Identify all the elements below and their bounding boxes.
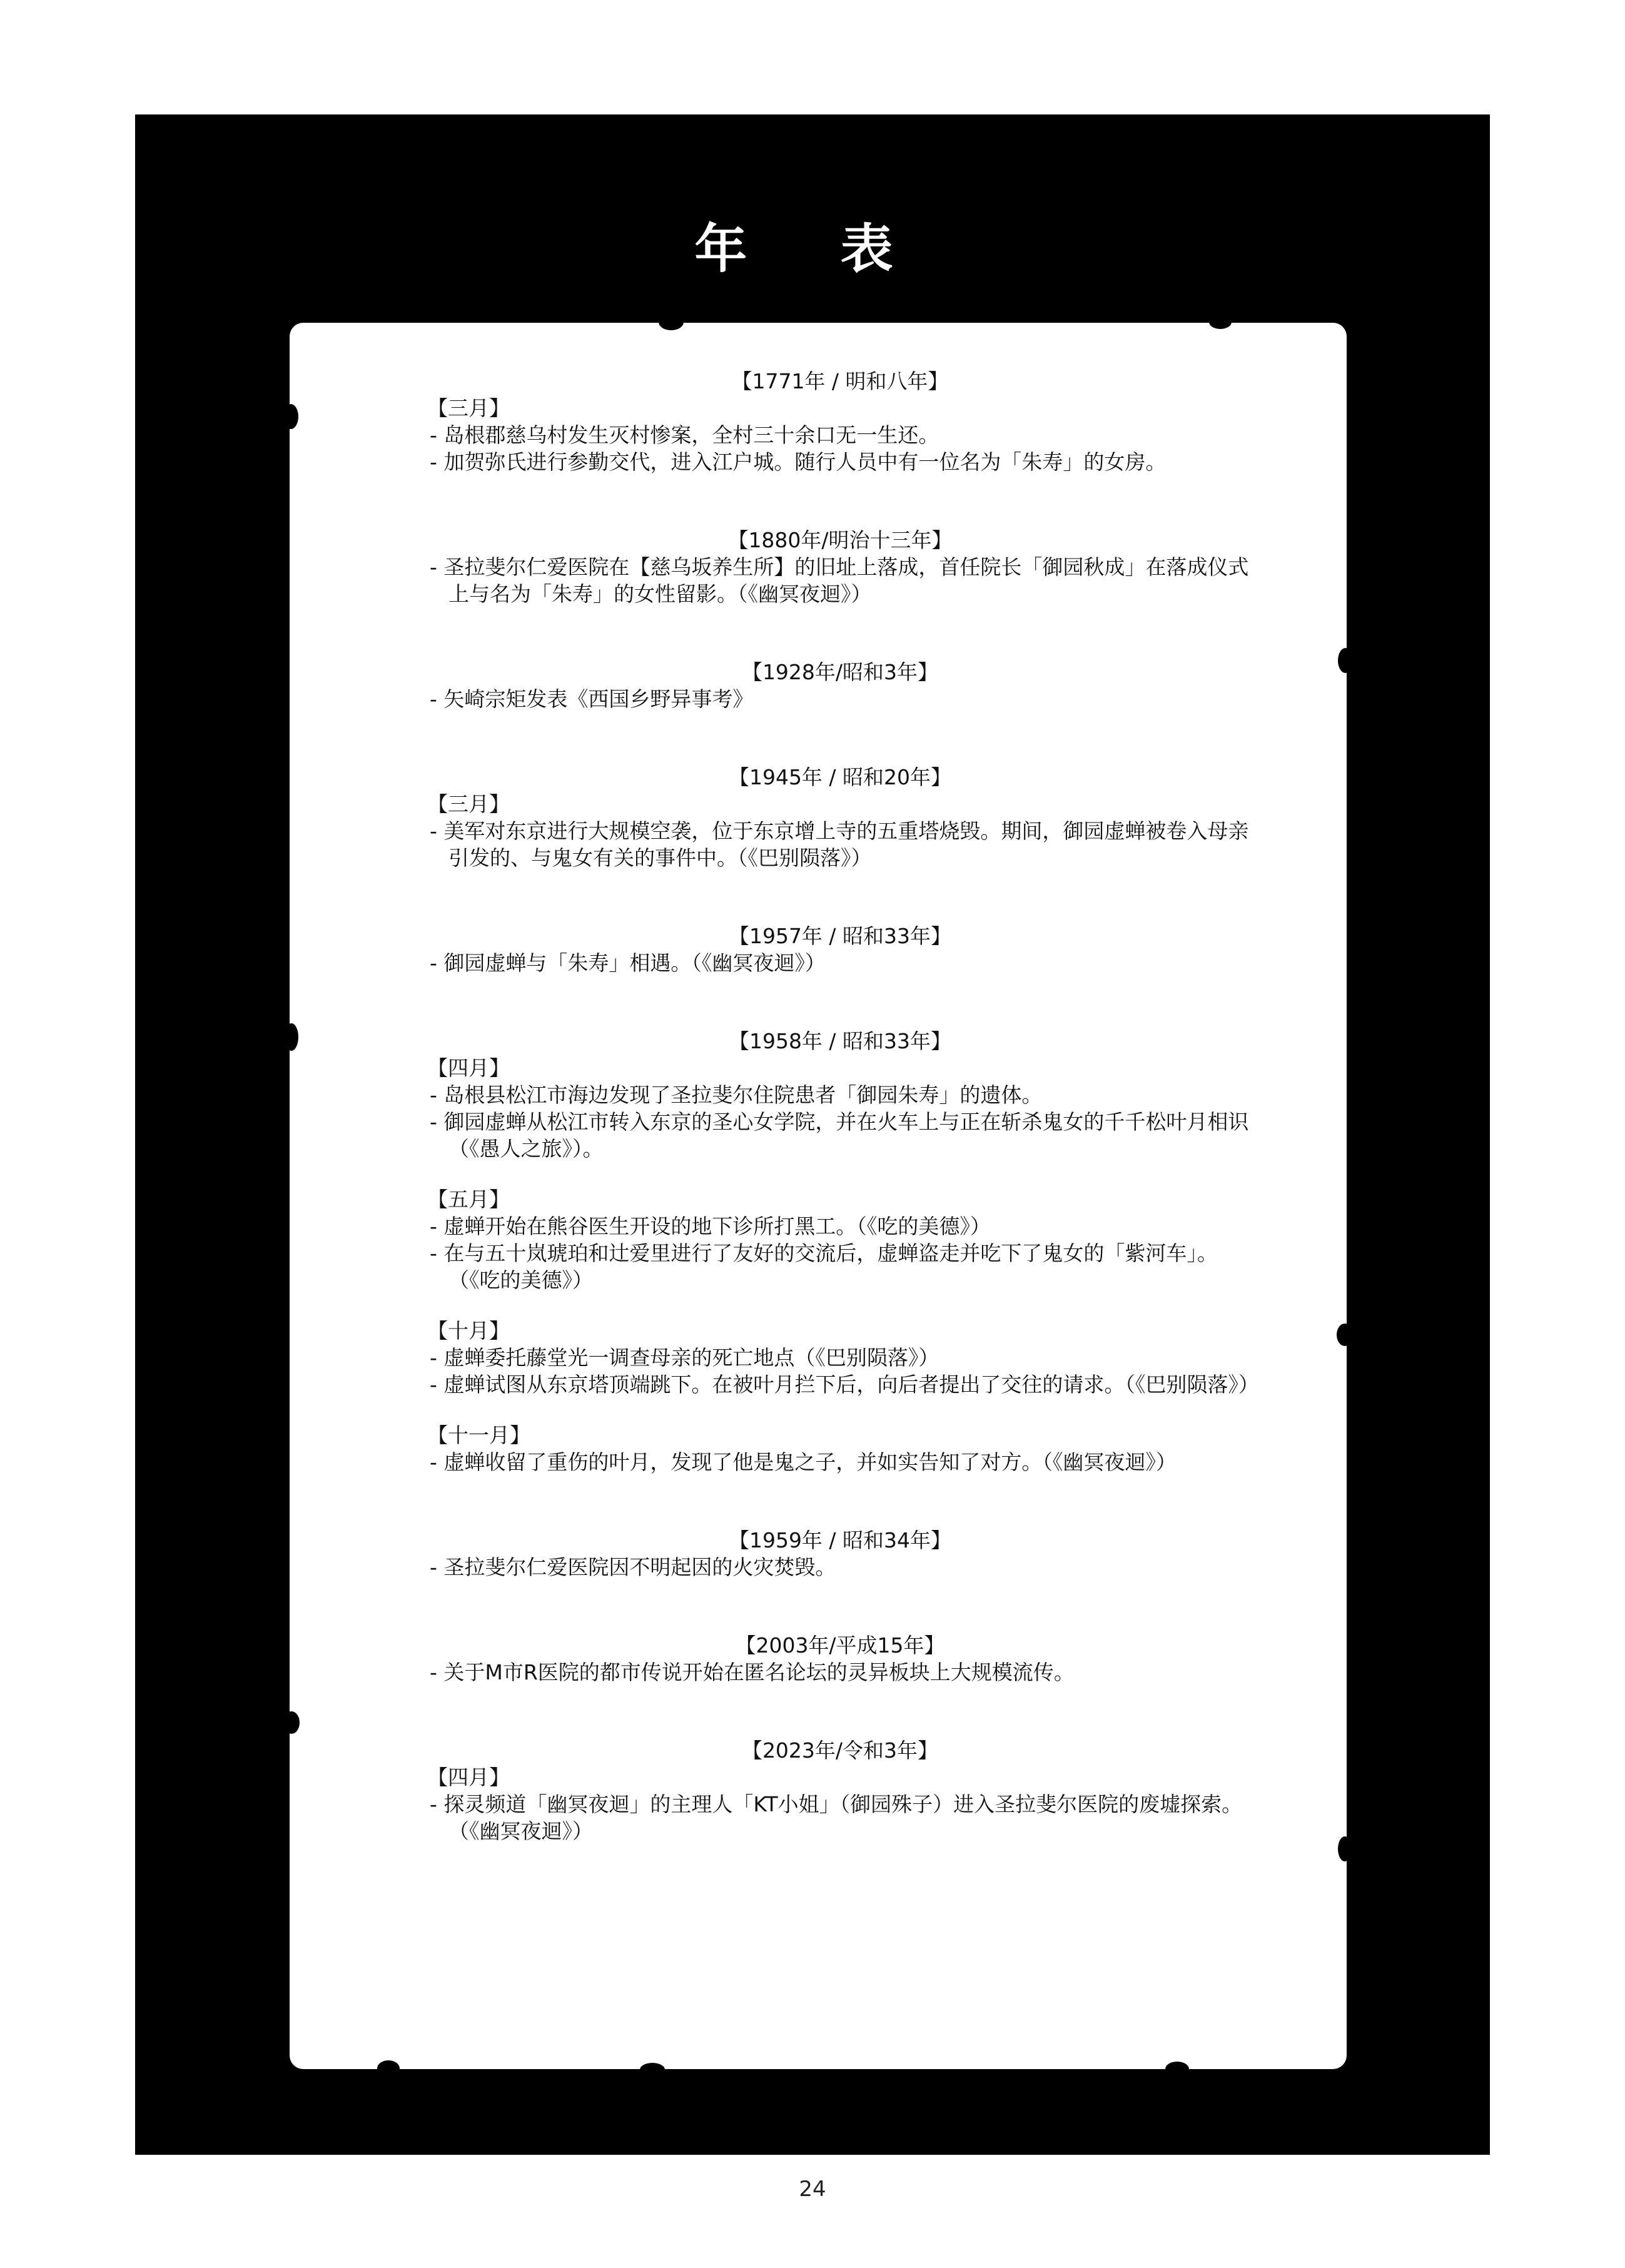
- timeline-entry: - 岛根郡慈乌村发生灭村惨案，全村三十余口无一生还。: [430, 423, 939, 447]
- edge-blot: [285, 1023, 298, 1051]
- year-heading: 【2003年/平成15年】: [735, 1633, 945, 1658]
- timeline-entry: - 在与五十岚琥珀和辻爱里进行了友好的交流后，虚蝉盗走并吃下了鬼女的「紫河车」。（《吃的美德》）: [430, 1241, 1218, 1292]
- timeline-section: [427, 659, 1253, 712]
- month-heading: 【三月】: [427, 396, 510, 420]
- edge-blot: [1337, 1324, 1353, 1346]
- timeline-section: [427, 1632, 1253, 1686]
- year-heading: 【1771年 / 明和八年】: [731, 369, 949, 393]
- edge-blot: [1165, 2062, 1189, 2077]
- timeline-entry: - 矢崎宗矩发表《西国乡野异事考》: [430, 687, 754, 711]
- edge-blot: [1209, 315, 1232, 329]
- timeline-section: [427, 368, 1253, 475]
- timeline-entry: - 虚蝉试图从东京塔顶端跳下。在被叶月拦下后，向后者提出了交往的请求。（《巴别陨落》）: [430, 1372, 1259, 1397]
- edge-blot: [659, 314, 684, 330]
- year-heading: 【1959年 / 昭和34年】: [728, 1528, 952, 1552]
- month-heading: 【四月】: [427, 1056, 510, 1080]
- timeline-entry: - 虚蝉委托藤堂光一调查母亲的死亡地点（《巴别陨落》）: [430, 1345, 939, 1370]
- page-number: 24: [799, 2177, 826, 2202]
- year-heading: 【1958年 / 昭和33年】: [728, 1029, 952, 1053]
- timeline-section: [427, 1527, 1253, 1581]
- timeline-content: [427, 368, 1259, 1845]
- black-frame: [135, 114, 1490, 2155]
- month-heading: 【四月】: [427, 1765, 510, 1790]
- edge-blot: [1338, 1836, 1352, 1861]
- year-heading: 【1880年/明治十三年】: [727, 528, 953, 552]
- year-heading: 【2023年/令和3年】: [741, 1738, 939, 1763]
- timeline-section: [427, 923, 1253, 976]
- month-heading: 【十月】: [427, 1319, 510, 1343]
- timeline-entry: - 圣拉斐尔仁爱医院因不明起因的火灾焚毁。: [430, 1555, 836, 1579]
- year-heading: 【1957年 / 昭和33年】: [728, 924, 952, 948]
- timeline-entry: - 岛根县松江市海边发现了圣拉斐尔住院患者「御园朱寿」的遗体。: [430, 1083, 1043, 1107]
- month-heading: 【五月】: [427, 1187, 510, 1212]
- edge-blot: [377, 2060, 400, 2077]
- edge-blot: [283, 1711, 300, 1734]
- timeline-entry: - 加贺弥氏进行参勤交代，进入江户城。随行人员中有一位名为「朱寿」的女房。: [430, 450, 1167, 474]
- timeline-section: [427, 1028, 1259, 1476]
- timeline-entry: - 探灵频道「幽冥夜迴」的主理人「KT小姐」（御园殊子）进入圣拉斐尔医院的废墟探索。（《幽冥夜迴》）: [430, 1792, 1243, 1843]
- timeline-entry: - 圣拉斐尔仁爱医院在【慈乌坂养生所】的旧址上落成，首任院长「御园秋成」在落成仪式上与名为「朱寿」的女性留影。（《幽冥夜迴》）: [430, 555, 1249, 606]
- timeline-section: [427, 1737, 1253, 1845]
- timeline-entry: - 美军对东京进行大规模空袭，位于东京增上寺的五重塔烧毁。期间，御园虚蝉被卷入母亲引发的、与鬼女有关的事件中。（《巴别陨落》）: [430, 819, 1249, 870]
- timeline-entry: - 关于M市R医院的都市传说开始在匿名论坛的灵异板块上大规模流传。: [430, 1660, 1075, 1684]
- timeline-paper: [290, 323, 1347, 2069]
- timeline-entry: - 虚蝉开始在熊谷医生开设的地下诊所打黑工。（《吃的美德》）: [430, 1214, 991, 1238]
- year-heading: 【1928年/昭和3年】: [741, 660, 939, 684]
- page-title: 年 表: [694, 218, 931, 280]
- year-heading: 【1945年 / 昭和20年】: [728, 765, 952, 789]
- timeline-entry: - 御园虚蝉从松江市转入东京的圣心女学院，并在火车上与正在斩杀鬼女的千千松叶月相识（《愚人之旅》）。: [430, 1110, 1249, 1161]
- timeline-entry: - 虚蝉收留了重伤的叶月，发现了他是鬼之子，并如实告知了对方。（《幽冥夜迴》）: [430, 1450, 1177, 1474]
- month-heading: 【三月】: [427, 792, 510, 816]
- timeline-entry: - 御园虚蝉与「朱寿」相遇。（《幽冥夜迴》）: [430, 951, 826, 975]
- month-heading: 【十一月】: [427, 1423, 530, 1447]
- edge-blot: [283, 404, 298, 429]
- edge-blot: [640, 2063, 665, 2077]
- timeline-section: [427, 764, 1253, 871]
- edge-blot: [1338, 648, 1353, 673]
- timeline-section: [427, 527, 1253, 607]
